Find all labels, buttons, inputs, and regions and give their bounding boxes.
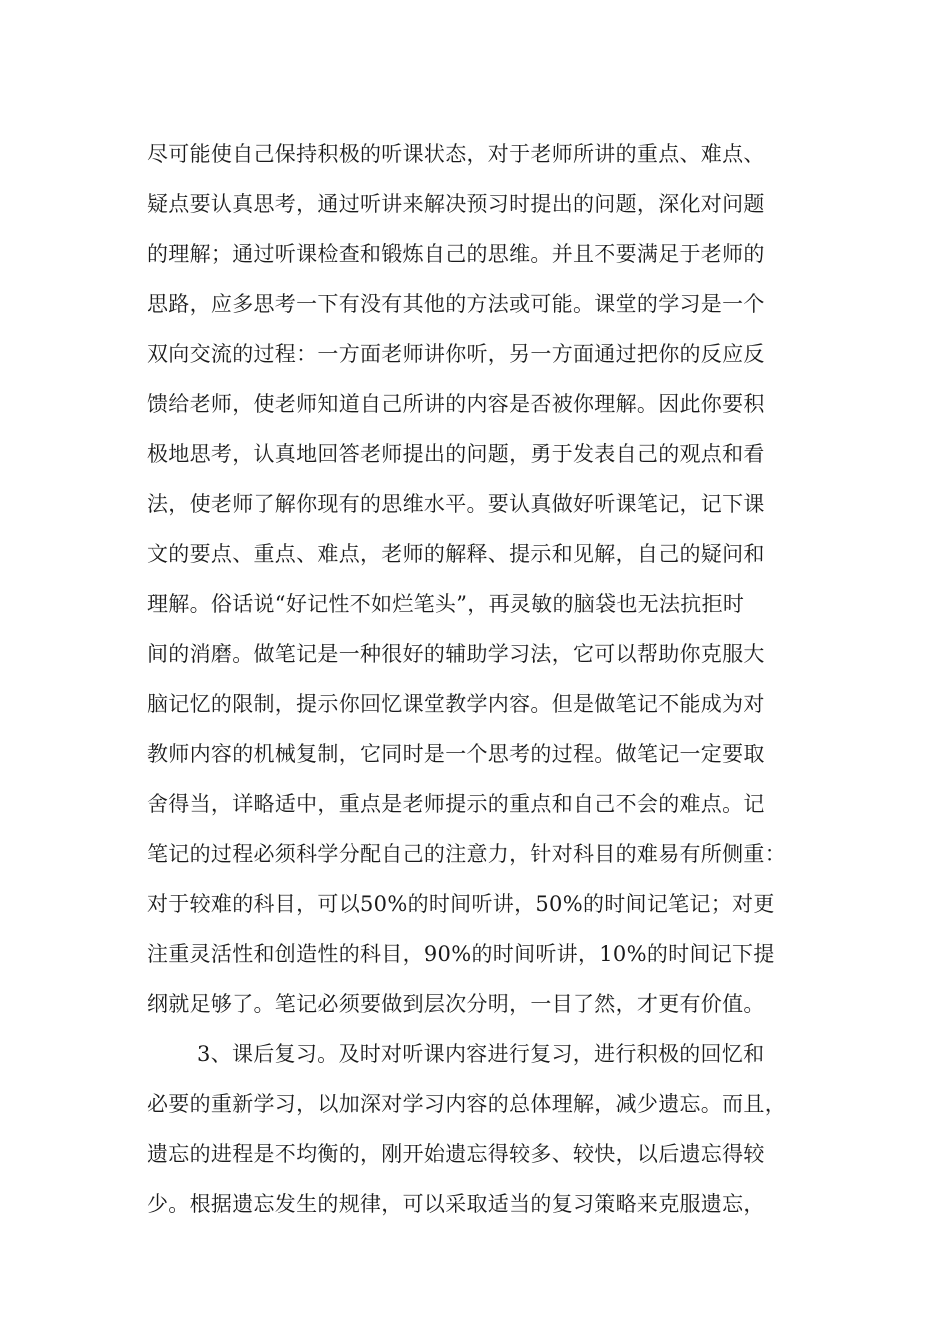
text-line: 法，使老师了解你现有的思维水平。要认真做好听课笔记，记下课 [147,492,765,516]
text-line: 纲就足够了。笔记必须要做到层次分明，一目了然，才更有价值。 [147,992,765,1016]
text-line: 文的要点、重点、难点，老师的解释、提示和见解，自己的疑问和 [147,542,765,566]
text-line: 间的消磨。做笔记是一种很好的辅助学习法，它可以帮助你克服大 [147,642,765,666]
text-line: 笔记的过程必须科学分配自己的注意力，针对科目的难易有所侧重： [147,842,786,866]
paragraph-1 [147,129,827,1029]
text-line: 少。根据遗忘发生的规律，可以采取适当的复习策略来克服遗忘， [147,1192,765,1216]
text-line: 对于较难的科目，可以50%的时间听讲，50%的时间记笔记；对更 [147,892,775,916]
text-line: 教师内容的机械复制，它同时是一个思考的过程。做笔记一定要取 [147,742,765,766]
text-line: 极地思考，认真地回答老师提出的问题，勇于发表自己的观点和看 [147,442,765,466]
text-line: 注重灵活性和创造性的科目，90%的时间听讲，10%的时间记下提 [147,942,775,966]
text-line: 馈给老师，使老师知道自己所讲的内容是否被你理解。因此你要积 [147,392,765,416]
text-line: 舍得当，详略适中，重点是老师提示的重点和自己不会的难点。记 [147,792,765,816]
text-line: 的理解；通过听课检查和锻炼自己的思维。并且不要满足于老师的 [147,242,765,266]
text-line: 必要的重新学习，以加深对学习内容的总体理解，减少遗忘。而且， [147,1092,786,1116]
text-line: 疑点要认真思考，通过听讲来解决预习时提出的问题，深化对问题 [147,192,765,216]
text-line: 理解。俗话说“好记性不如烂笔头”，再灵敏的脑袋也无法抗拒时 [147,592,745,616]
text-line: 遗忘的进程是不均衡的，刚开始遗忘得较多、较快，以后遗忘得较 [147,1142,765,1166]
text-line: 3、课后复习。及时对听课内容进行复习，进行积极的回忆和 [197,1042,765,1066]
text-line: 脑记忆的限制，提示你回忆课堂教学内容。但是做笔记不能成为对 [147,692,765,716]
text-line: 双向交流的过程：一方面老师讲你听，另一方面通过把你的反应反 [147,342,765,366]
body-text [147,129,827,1229]
text-line: 思路，应多思考一下有没有其他的方法或可能。课堂的学习是一个 [147,292,765,316]
paragraph-2 [147,1029,827,1229]
text-line: 尽可能使自己保持积极的听课状态，对于老师所讲的重点、难点、 [147,142,765,166]
